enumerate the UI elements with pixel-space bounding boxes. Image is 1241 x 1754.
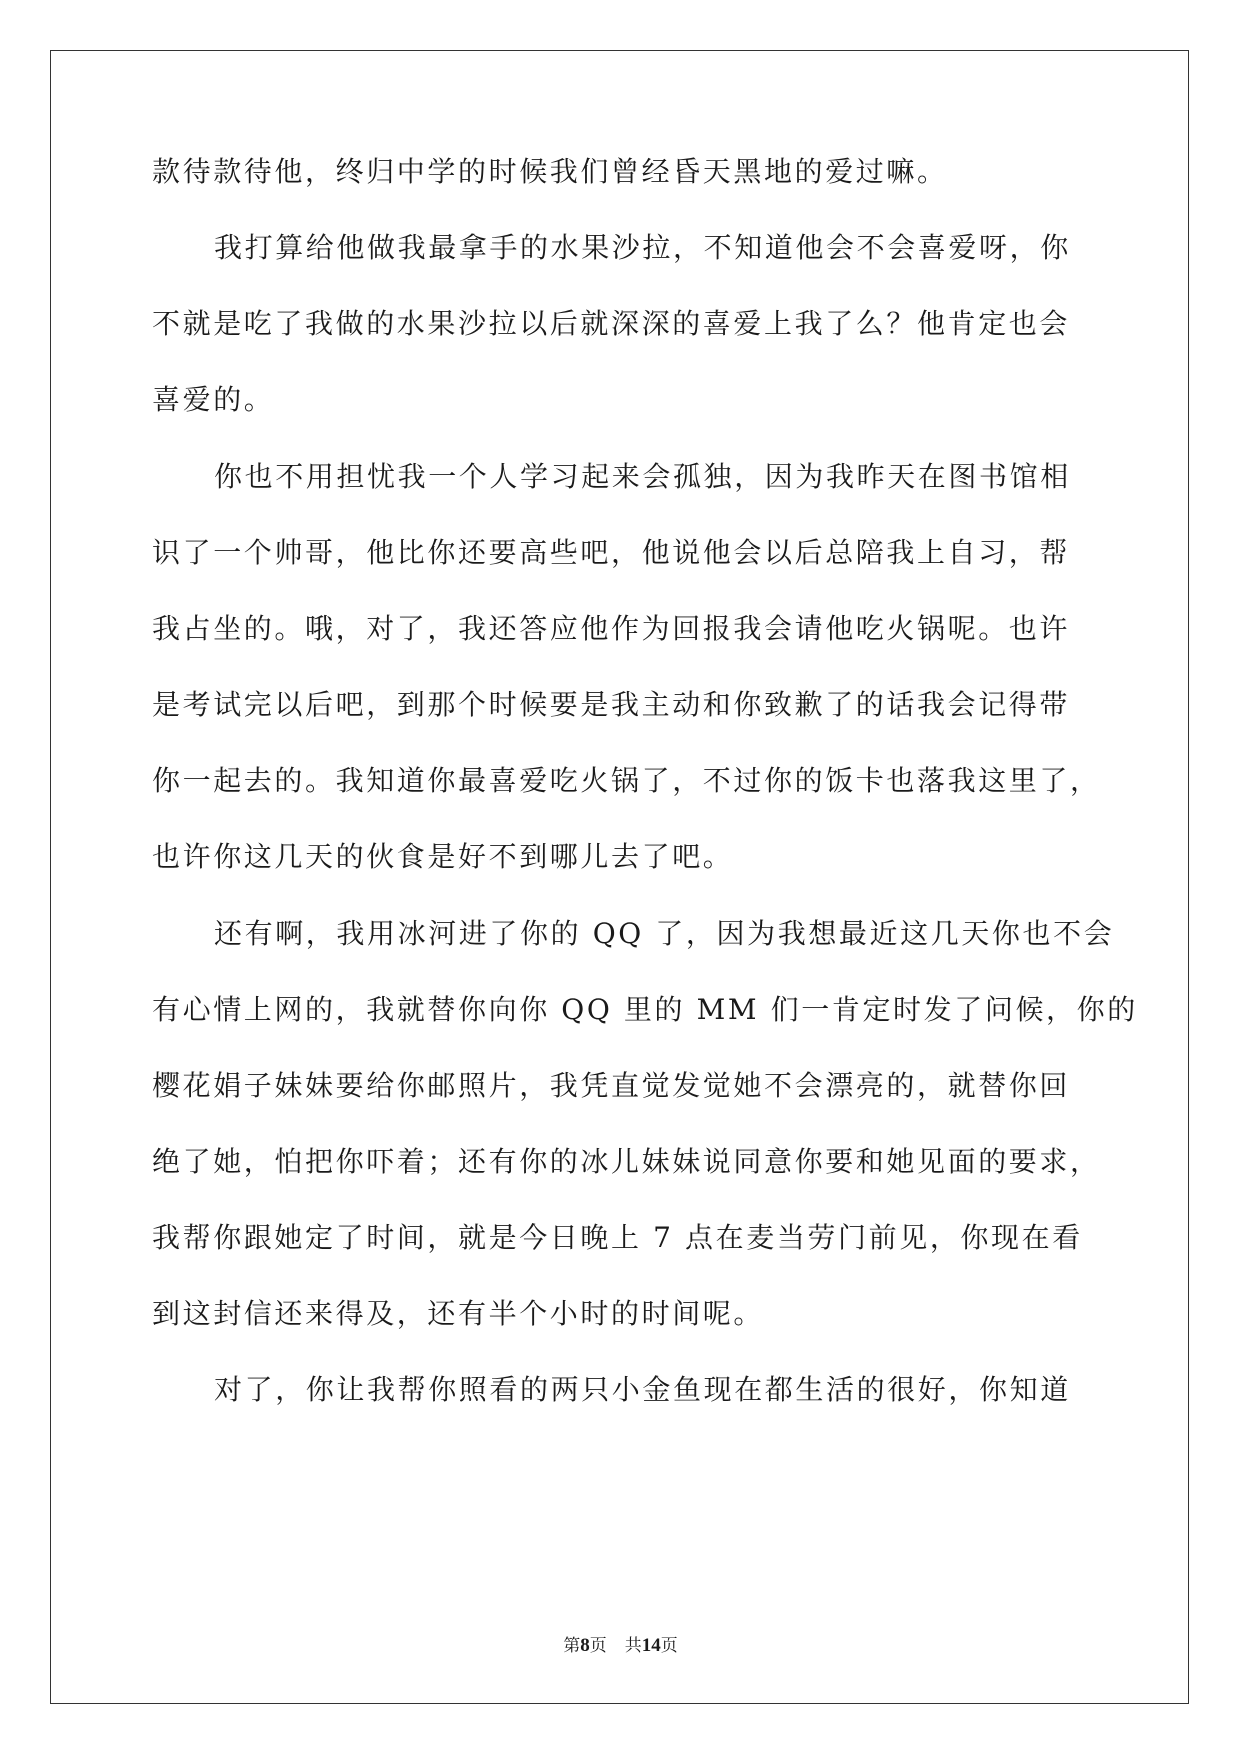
- page-border: [50, 50, 1189, 1704]
- paragraph-line: 到这封信还来得及，还有半个小时的时间呢。: [152, 1297, 765, 1330]
- paragraph-line: 是考试完以后吧，到那个时候要是我主动和你致歉了的话我会记得带: [152, 688, 1071, 721]
- paragraph-line: 樱花娟子妹妹要给你邮照片，我凭直觉发觉她不会漂亮的，就替你回: [152, 1069, 1071, 1102]
- total-pages: 14: [641, 1635, 661, 1656]
- paragraph-line: 我占坐的。哦，对了，我还答应他作为回报我会请他吃火锅呢。也许: [152, 612, 1071, 645]
- paragraph-line: 绝了她，怕把你吓着；还有你的冰儿妹妹说同意你要和她见面的要求，: [152, 1145, 1101, 1178]
- paragraph-line: 不就是吃了我做的水果沙拉以后就深深的喜爱上我了么？他肯定也会: [152, 307, 1071, 340]
- page-suffix: 页: [589, 1636, 607, 1656]
- paragraph-line: 你也不用担忧我一个人学习起来会孤独，因为我昨天在图书馆相: [214, 460, 1071, 493]
- page-number: 8: [580, 1635, 590, 1656]
- paragraph-line: 也许你这几天的伙食是好不到哪儿去了吧。: [152, 840, 734, 873]
- paragraph-line: 你一起去的。我知道你最喜爱吃火锅了，不过你的饭卡也落我这里了，: [152, 764, 1101, 797]
- paragraph-line: 还有啊，我用冰河进了你的 QQ 了，因为我想最近这几天你也不会: [214, 917, 1115, 950]
- total-prefix: 共: [624, 1636, 642, 1656]
- paragraph-line: 款待款待他，终归中学的时候我们曾经昏天黑地的爱过嘛。: [152, 155, 948, 188]
- paragraph-line: 我帮你跟她定了时间，就是今日晚上 7 点在麦当劳门前见，你现在看: [152, 1221, 1083, 1254]
- total-suffix: 页: [660, 1636, 678, 1656]
- paragraph-line: 我打算给他做我最拿手的水果沙拉，不知道他会不会喜爱呀，你: [214, 231, 1071, 264]
- page-footer: [0, 1634, 1241, 1658]
- paragraph-line: 识了一个帅哥，他比你还要高些吧，他说他会以后总陪我上自习，帮: [152, 536, 1071, 569]
- paragraph-line: 对了，你让我帮你照看的两只小金鱼现在都生活的很好，你知道: [214, 1373, 1071, 1406]
- paragraph-line: 有心情上网的，我就替你向你 QQ 里的 MM 们一肯定时发了问候，你的: [152, 993, 1138, 1026]
- page-prefix: 第: [563, 1636, 581, 1656]
- paragraph-line: 喜爱的。: [152, 383, 275, 416]
